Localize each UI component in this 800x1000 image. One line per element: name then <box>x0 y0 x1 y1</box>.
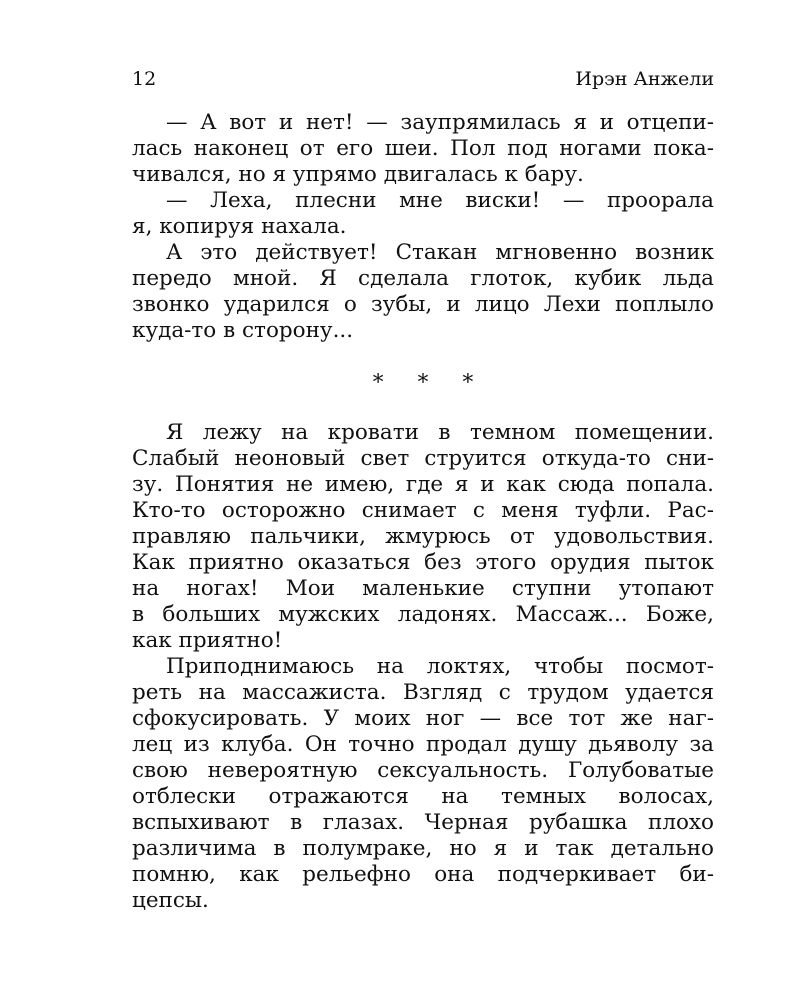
text-line: звонко ударился о зубы, и лицо Лехи поплыло <box>132 292 714 317</box>
text-line: чивался, но я упрямо двигалась к бару. <box>132 162 584 187</box>
running-header <box>132 66 714 92</box>
page-number: 12 <box>132 68 157 90</box>
text-line: лась наконец от его шеи. Пол под ногами пока- <box>132 136 714 161</box>
text-line: Я лежу на кровати в темном помещении. <box>166 420 714 445</box>
text-line: зу. Понятия не имею, где я и как сюда попала. <box>132 472 714 497</box>
text-line: помню, как рельефно она подчеркивает би- <box>132 862 714 887</box>
text-line: Кто-то осторожно снимает с меня туфли. Рас- <box>132 498 714 523</box>
text-line: лец из клуба. Он точно продал душу дьяволу за <box>132 732 714 757</box>
text-line: А это действует! Стакан мгновенно возник <box>166 240 714 265</box>
text-line: отблески отражаются на темных волосах, <box>132 784 714 809</box>
text-line: свою невероятную сексуальность. Голубоватые <box>132 758 714 783</box>
text-line: вспыхивают в глазах. Черная рубашка плохо <box>132 810 714 835</box>
section-separator: * * * <box>372 370 474 395</box>
text-line: Как приятно оказаться без этого орудия пыток <box>132 550 714 575</box>
author-running-head: Ирэн Анжели <box>575 68 714 90</box>
text-line: в больших мужских ладонях. Массаж... Боже, <box>132 602 714 627</box>
text-line: цепсы. <box>132 888 209 913</box>
text-line: я, копируя нахала. <box>132 214 347 239</box>
text-line: куда-то в сторону... <box>132 318 354 343</box>
text-line: — Леха, плесни мне виски! — проорала <box>166 188 714 213</box>
text-line: правляю пальчики, жмурюсь от удовольствия. <box>132 524 714 549</box>
text-line: передо мной. Я сделала глоток, кубик льда <box>132 266 714 291</box>
text-line: — А вот и нет! — заупрямилась я и отцепи- <box>166 110 714 135</box>
text-line: различима в полумраке, но я и так детально <box>132 836 714 861</box>
text-line: Приподнимаюсь на локтях, чтобы посмот- <box>166 654 714 679</box>
text-line: Слабый неоновый свет струится откуда-то сни- <box>132 446 714 471</box>
text-line: сфокусировать. У моих ног — все тот же наг- <box>132 706 714 731</box>
text-line: на ногах! Мои маленькие ступни утопают <box>132 576 714 601</box>
text-line: как приятно! <box>132 628 283 653</box>
text-line: реть на массажиста. Взгляд с трудом удается <box>132 680 714 705</box>
